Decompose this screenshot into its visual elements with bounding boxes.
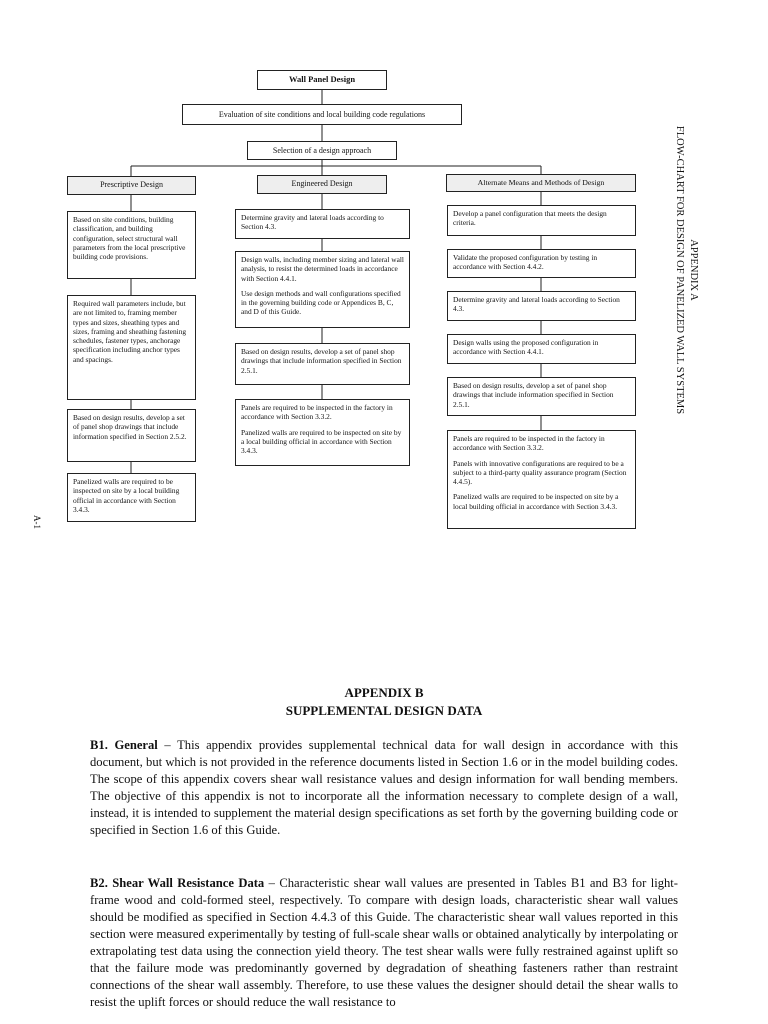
prescriptive-step-3: Based on design results, develop a set of panel shop drawings that include information specified in Section 2.5.2. — [67, 409, 196, 462]
selection-text: Selection of a design approach — [272, 146, 372, 155]
flowchart-side-caption: FLOW-CHART FOR DESIGN OF PANELIZED WALL SYSTEMS — [674, 125, 685, 415]
appendix-b-heading — [90, 684, 678, 720]
prescriptive-step-1: Based on site conditions, building classification, and building configuration, select structural wall parameters from the local prescriptive building code provisions. — [67, 211, 196, 279]
appendix-a-label: APPENDIX A — [688, 239, 700, 301]
section-b1-paragraph — [90, 737, 678, 839]
prescriptive-step-4: Panelized walls are required to be inspected on site by a local building official in accordance with Section 3.4.3. — [67, 473, 196, 522]
selection-box — [247, 141, 397, 160]
evaluation-text: Evaluation of site conditions and local building code regulations — [218, 110, 426, 119]
section-b1-text: – This appendix provides supplemental technical data for wall design in accordance with this document, but which is not provided in the reference documents listed in Section 1.6 or in the model building codes. The scope of this appendix covers shear wall resistance values and design information for wall bending members. The objective of this appendix is not to incorporate all the information necessary to complete design of a wall, instead, it is intended to supplement the material design specifications as set forth by the governing building code or specified in Section 1.6 of this Guide. — [90, 738, 678, 837]
section-b2-text: – Characteristic shear wall values are presented in Tables B1 and B3 for light-frame wood and cold-formed steel, respectively. To compare with design loads, characteristic shear wall values should be modified as specified in Section 4.4.3 of this Guide. The characteristic shear wall values reported in this section were measured experimentally by testing of full-scale shear walls or obtained analytically by interpolating or extrapolating test data using the connection yield theory. The test shear walls were fully restrained against uplift so that the failure mode was predominantly governed by degradation of sheathing fasteners rather than restraint connections of the shear wall assembly. Therefore, to use these values the designer should detail the shear walls to resist the uplift forces or should reduce the wall resistance to — [90, 876, 678, 1009]
appendix-b-title: SUPPLEMENTAL DESIGN DATA — [285, 703, 483, 719]
alternate-step-5: Based on design results, develop a set of panel shop drawings that include information specified in Section 2.5.1. — [447, 377, 636, 416]
alternate-step-6: Panels are required to be inspected in the factory in accordance with Section 3.3.2. Panels with innovative configurations are required to be a subject to a third-party quality assurance program (Section 4.4.5). Panelized walls are required to be inspected on site by a local building official in accordance with Section 3.4.3. — [447, 430, 636, 529]
engineered-step-1: Determine gravity and lateral loads according to Section 4.3. — [235, 209, 410, 239]
flowchart-title-box — [257, 70, 387, 90]
page-number: A-1 — [32, 515, 42, 529]
engineered-step-4: Panels are required to be inspected in the factory in accordance with Section 3.3.2. Panelized walls are required to be inspected on site by a local building official in accordance with Section 3.4.3. — [235, 399, 410, 466]
alternate-step-4: Design walls using the proposed configuration in accordance with Section 4.4.1. — [447, 334, 636, 364]
alternate-design-header: Alternate Means and Methods of Design — [446, 174, 636, 192]
section-b1-heading: B1. General — [90, 738, 158, 752]
appendix-a-side-title — [672, 126, 700, 414]
alternate-step-3: Determine gravity and lateral loads according to Section 4.3. — [447, 291, 636, 321]
alternate-step-2: Validate the proposed configuration by testing in accordance with Section 4.4.2. — [447, 249, 636, 278]
section-b2-paragraph — [90, 875, 678, 1011]
engineered-design-header: Engineered Design — [257, 175, 387, 194]
prescriptive-step-2: Required wall parameters include, but are not limited to, framing member types and sizes, sheathing types and sizes, framing and sheathing fastening schedules, fastener types, anchorage specification including anchor types and spacings. — [67, 295, 196, 400]
flowchart-title: Wall Panel Design — [288, 74, 356, 84]
prescriptive-design-header: Prescriptive Design — [67, 176, 196, 195]
engineered-step-2: Design walls, including member sizing and lateral wall analysis, to resist the determined loads in accordance with Section 4.4.1. Use design methods and wall configurations specified in the governing building code or Appendices B, C, and D of this Guide. — [235, 251, 410, 328]
appendix-b-label: APPENDIX B — [344, 685, 424, 700]
section-b2-heading: B2. Shear Wall Resistance Data — [90, 876, 265, 890]
engineered-step-3: Based on design results, develop a set of panel shop drawings that include information specified in Section 2.5.1. — [235, 343, 410, 385]
evaluation-box — [182, 104, 462, 125]
alternate-step-1: Develop a panel configuration that meets the design criteria. — [447, 205, 636, 236]
